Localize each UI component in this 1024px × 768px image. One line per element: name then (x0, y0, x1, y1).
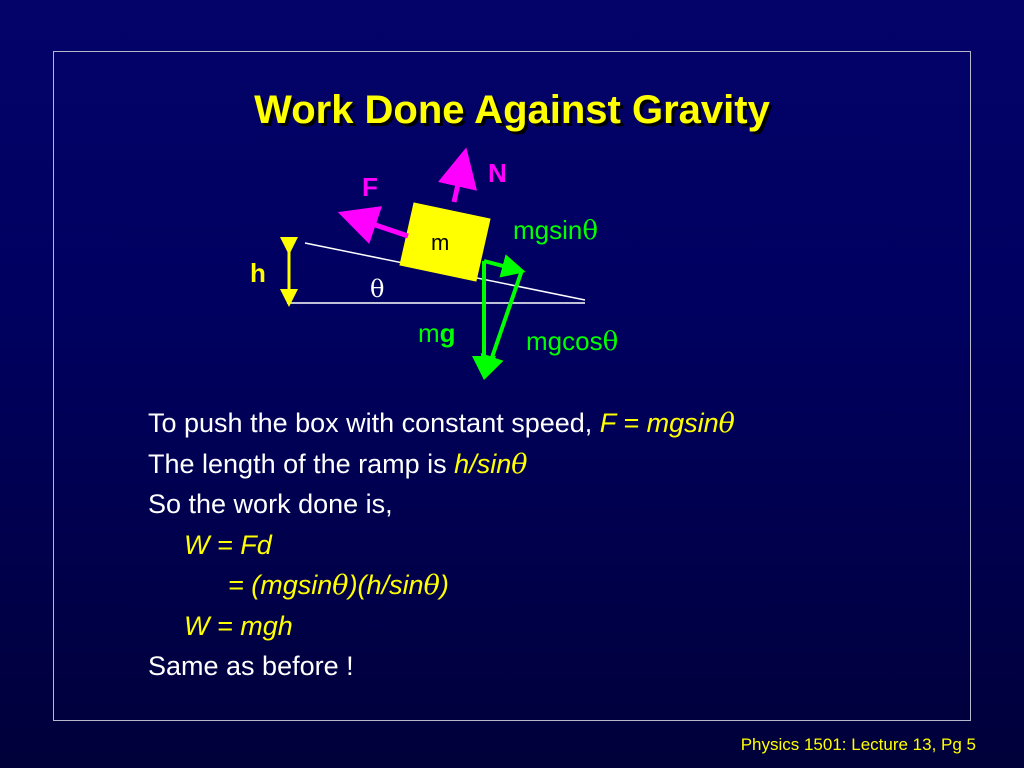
line5-b: )(h/sin (348, 570, 424, 600)
line2-theta: θ (511, 448, 528, 480)
parallel-component-arrow (484, 261, 518, 270)
line5-c: ) (439, 570, 449, 600)
slide-title: Work Done Against Gravity (254, 88, 770, 132)
line1-equation (600, 408, 735, 438)
text-line-1 (148, 403, 735, 444)
normal-force-label: N (488, 158, 507, 188)
text-line-7: Same as before ! (148, 651, 354, 681)
perpendicular-component-text: mgcos (526, 326, 603, 356)
perpendicular-component-arrow (487, 270, 522, 372)
slide-footer: Physics 1501: Lecture 13, Pg 5 (740, 735, 976, 754)
text-line-6: W = mgh (184, 610, 293, 641)
line2-equation (454, 449, 527, 479)
line5-theta1: θ (332, 570, 349, 601)
line5-theta2: θ (423, 570, 440, 601)
text-line-4: W = Fd (184, 529, 272, 560)
perpendicular-component-theta: θ (602, 327, 619, 357)
line2-eq: h/sin (454, 448, 512, 479)
force-label: F (362, 172, 378, 202)
explanation-text (148, 403, 735, 687)
line5-a: = (mgsin (228, 570, 333, 600)
mass-label: m (431, 230, 450, 255)
weight-label-m: m (418, 318, 440, 348)
line1-prefix: To push the box with constant speed, (148, 408, 600, 438)
weight-label (418, 320, 456, 346)
force-arrow (352, 217, 408, 236)
weight-label-g: g (439, 318, 456, 348)
parallel-component-text: mgsin (513, 215, 583, 245)
text-line-5 (148, 565, 735, 606)
parallel-component-label (513, 217, 598, 244)
perpendicular-component-label (526, 328, 618, 355)
parallel-component-theta: θ (582, 216, 599, 246)
line1-eq: F = mgsin (599, 408, 719, 438)
normal-force-arrow (454, 162, 463, 202)
line1-theta: θ (718, 408, 735, 439)
line2-prefix: The length of the ramp is (148, 448, 455, 479)
height-label: h (250, 258, 266, 288)
text-line-3: So the work done is, (148, 489, 393, 519)
angle-label: θ (370, 275, 385, 303)
text-line-2 (148, 444, 735, 485)
